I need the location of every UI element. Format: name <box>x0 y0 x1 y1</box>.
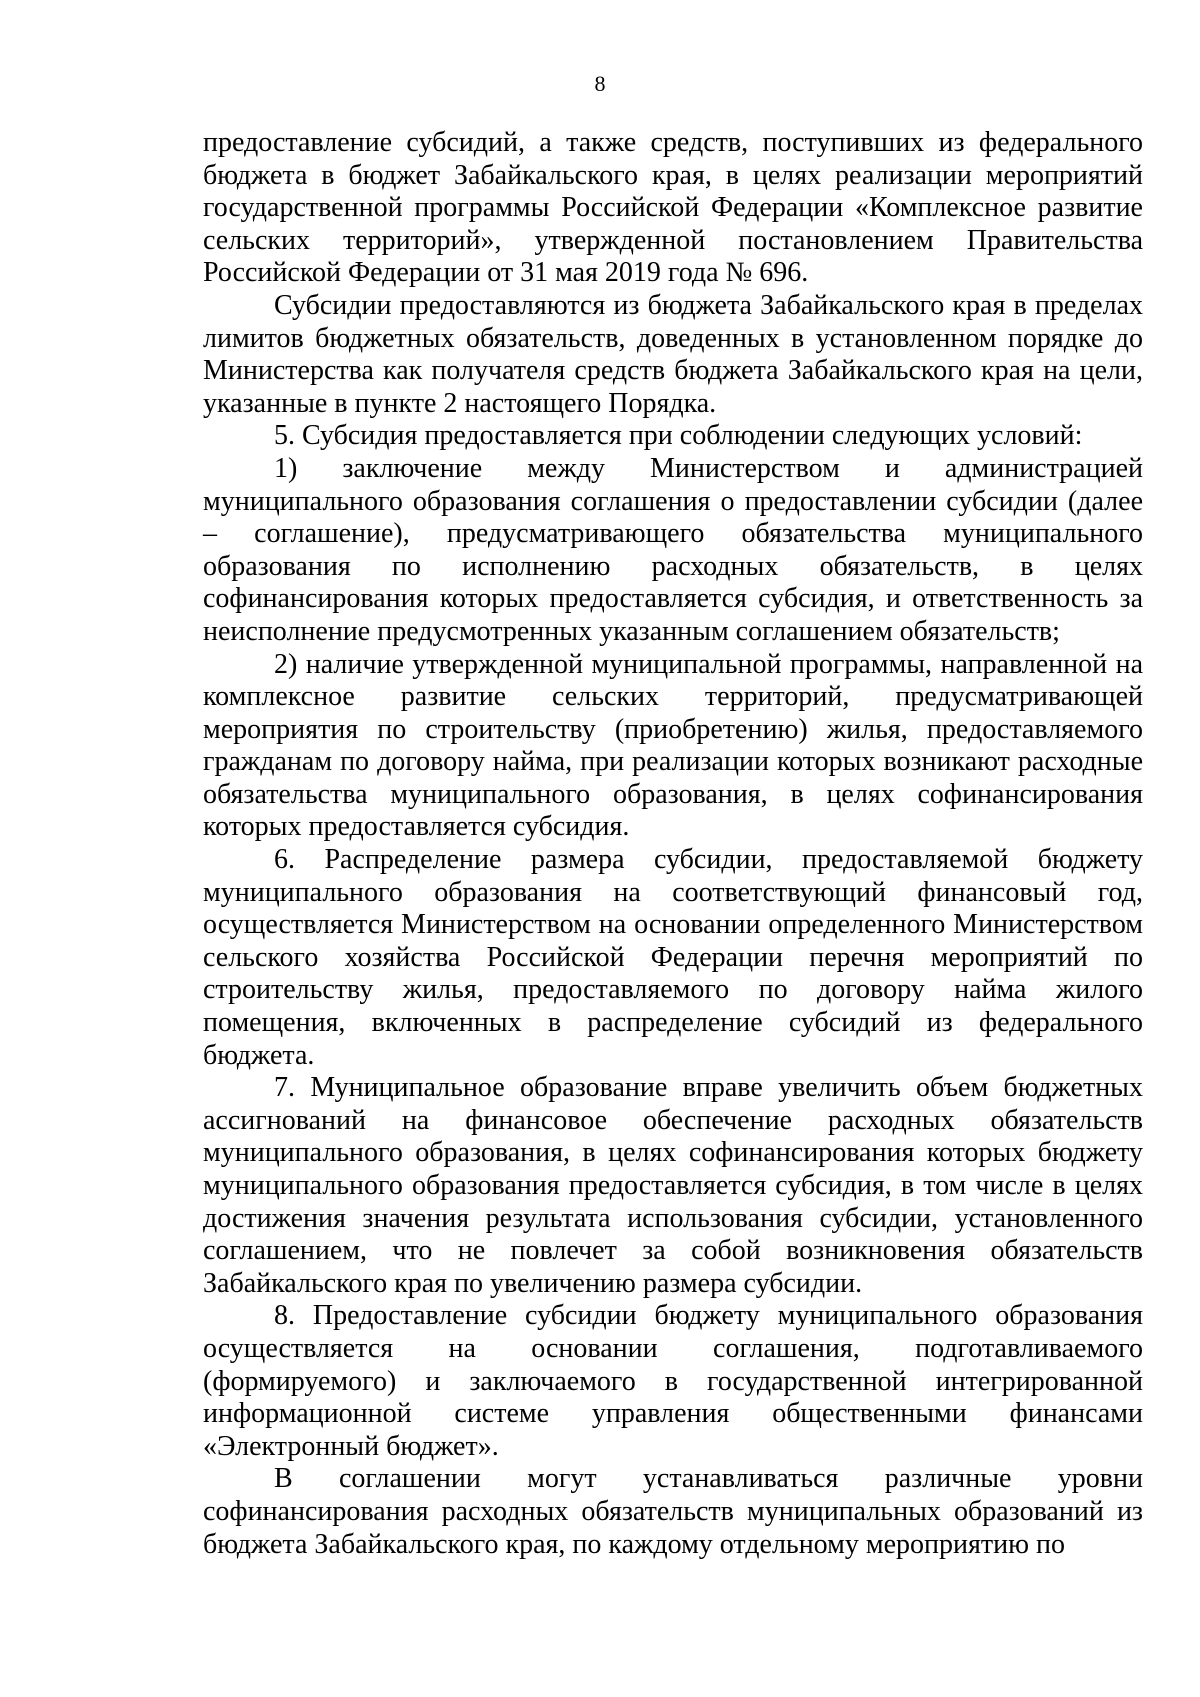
paragraph-item-8: 8. Предоставление субсидии бюджету муниципального образования осуществляется на основании соглашения, подготавливаемого (формируемого) и заключаемого в государственной интегрированной информационной системе управления общественными финансами «Электронный бюджет». <box>203 1300 1143 1462</box>
paragraph-item-6: 6. Распределение размера субсидии, предоставляемой бюджету муниципального образования на соответствующий финансовый год, осуществляется Министерством на основании определенного Министерством сельского хозяйства Российской Федерации перечня мероприятий по строительству жилья, предоставляемого по договору найма жилого помещения, включенных в распределение субсидий из федерального бюджета. <box>203 844 1143 1071</box>
paragraph-cofinancing-levels: В соглашении могут устанавливаться различные уровни софинансирования расходных обязательств муниципальных образований из бюджета Забайкальского края, по каждому отдельному мероприятию по <box>203 1463 1143 1560</box>
paragraph-condition-1: 1) заключение между Министерством и администрацией муниципального образования соглашения о предоставлении субсидии (далее – соглашение), предусматривающего обязательства муниципального образования по исполнению расходных обязательств, в целях софинансирования которых предоставляется субсидия, и ответственность за неисполнение предусмотренных указанным соглашением обязательств; <box>203 452 1143 647</box>
paragraph-condition-2: 2) наличие утвержденной муниципальной программы, направленной на комплексное развитие сельских территорий, предусматривающей мероприятия по строительству (приобретению) жилья, предоставляемого гражданам по договору найма, при реализации которых возникают расходные обязательства муниципального образования, в целях софинансирования которых предоставляется субсидия. <box>203 648 1143 843</box>
paragraph-subsidy-purpose: предоставление субсидий, а также средств, поступивших из федерального бюджета в бюджет Забайкальского края, в целях реализации мероприятий государственной программы Российской Федерации «Комплексное развитие сельских территорий», утвержденной постановлением Правительства Российской Федерации от 31 мая 2019 года № 696. <box>203 127 1143 289</box>
paragraph-item-7: 7. Муниципальное образование вправе увеличить объем бюджетных ассигнований на финансовое обеспечение расходных обязательств муниципального образования, в целях софинансирования которых бюджету муниципального образования предоставляется субсидия, в том числе в целях достижения значения результата использования субсидии, установленного соглашением, что не повлечет за собой возникновения обязательств Забайкальского края по увеличению размера субсидии. <box>203 1072 1143 1299</box>
page-number: 8 <box>594 71 606 96</box>
paragraph-subsidy-limits: Субсидии предоставляются из бюджета Забайкальского края в пределах лимитов бюджетных обязательств, доведенных в установленном порядке до Министерства как получателя средств бюджета Забайкальского края на цели, указанные в пункте 2 настоящего Порядка. <box>203 289 1143 419</box>
document-body <box>203 127 1143 1561</box>
paragraph-item-5: 5. Субсидия предоставляется при соблюдении следующих условий: <box>274 420 1083 452</box>
